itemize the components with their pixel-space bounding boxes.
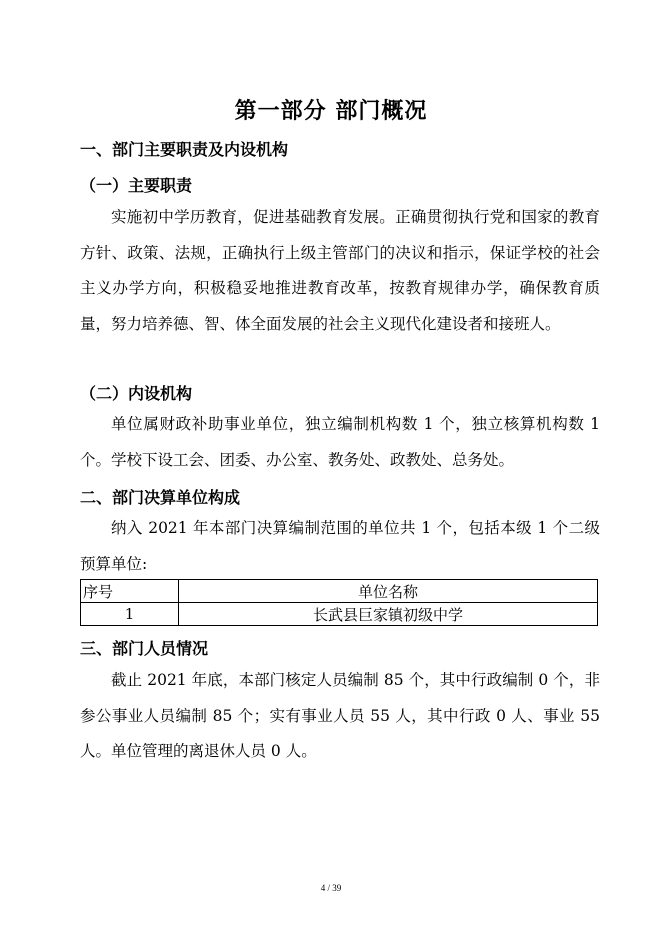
section-heading-units: 二、部门决算单位构成 [80,488,241,507]
page-number: 4 / 39 [320,883,342,893]
paragraph-internal-structure: 单位属财政补助事业单位，独立编制机构数 1 个，独立核算机构数 1 个。学校下设工会、团委、办公室、教务处、政教处、总务处。 [80,415,600,469]
subsection-heading-internal-structure: （二）内设机构 [80,384,193,403]
subsection-heading-main-duties: （一）主要职责 [80,176,193,195]
table-cell: 长武县巨家镇初级中学 [179,603,598,626]
table-cell: 1 [81,603,179,626]
section-heading-staff: 三、部门人员情况 [80,639,209,658]
section-heading-duties: 一、部门主要职责及内设机构 [80,140,289,159]
paragraph-main-duties: 实施初中学历教育，促进基础教育发展。正确贯彻执行党和国家的教育方针、政策、法规，正确执行上级主管部门的决议和指示，保证学校的社会主义办学方向，积极稳妥地推进教育改革，按教育规律办学，确保教育质量，努力培养德、智、体全面发展的社会主义现代化建设者和接班人。 [80,208,600,333]
paragraph-staff: 截止 2021 年底，本部门核定人员编制 85 个，其中行政编制 0 个，非参公事业人员编制 85 个；实有事业人员 55 人，其中行政 0 人、事业 55 人。单位管理的离退休人员 0 人。 [80,671,600,760]
table-row [81,603,598,626]
units-table [80,579,598,626]
table-header-cell: 单位名称 [179,580,598,603]
page-title: 第一部分 部门概况 [234,99,428,124]
table-header-row [81,580,598,603]
table-header-cell: 序号 [81,580,179,603]
paragraph-units: 纳入 2021 年本部门决算编制范围的单位共 1 个，包括本级 1 个二级预算单位: [80,519,600,573]
